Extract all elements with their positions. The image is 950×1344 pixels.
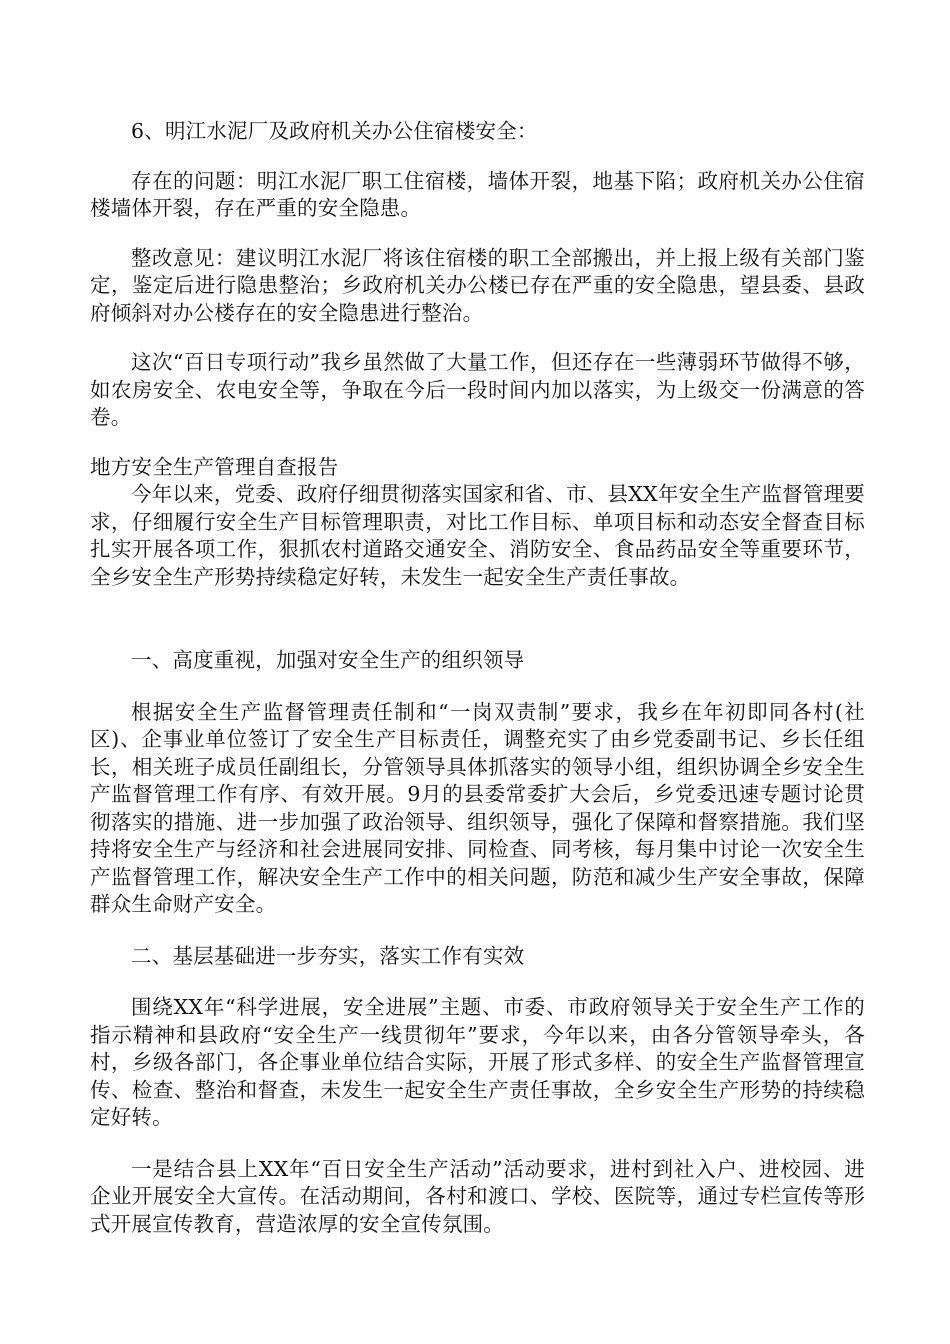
rectification-paragraph: 整改意见：建议明江水泥厂将该住宿楼的职工全部搬出，并上报上级有关部门鉴定，鉴定后进行隐患整治；乡政府机关办公楼已存在严重的安全隐患，望县委、县政府倾斜对办公楼存在的安全隐患进行整治。 [90,245,865,325]
paragraph-three: 一是结合县上XX年“百日安全生产活动”活动要求，进村到社入户、进校园、进企业开展安全大宣传。在活动期间，各村和渡口、学校、医院等，通过专栏宣传等形式开展宣传教育，营造浓厚的安全宣传氛围。 [90,1156,865,1236]
problem-paragraph: 存在的问题：明江水泥厂职工住宿楼，墙体开裂，地基下陷；政府机关办公住宿楼墙体开裂，存在严重的安全隐患。 [90,168,865,220]
intro-paragraph: 今年以来，党委、政府仔细贯彻落实国家和省、市、县XX年安全生产监督管理要求，仔细履行安全生产目标管理职责，对比工作目标、单项目标和动态安全督查目标扎实开展各项工作，狠抓农村道路交通安全、消防安全、食品药品安全等重要环节，全乡安全生产形势持续稳定好转，未发生一起安全生产责任事故。 [90,482,865,589]
section6-title: 6、明江水泥厂及政府机关办公住宿楼安全： [131,119,538,143]
summary-paragraph: 这次“百日专项行动”我乡虽然做了大量工作，但还存在一些薄弱环节做得不够，如农房安全、农电安全等，争取在今后一段时间内加以落实，为上级交一份满意的答卷。 [90,350,865,429]
heading-two: 二、基层基础进一步夯实，落实工作有实效 [131,943,525,968]
document-page [90,118,865,1238]
report-title: 地方安全生产管理自查报告 [90,454,339,479]
heading-one: 一、高度重视，加强对安全生产的组织领导 [131,648,525,672]
paragraph-one: 根据安全生产监督管理责任制和“一岗双责制”要求，我乡在年初即同各村(社区)、企事业单位签订了安全生产目标责任，调整充实了由乡党委副书记、乡长任组长，相关班子成员任副组长，分管领导具体抓落实的领导小组，组织协调全乡安全生产监督管理工作有序、有效开展。9月的县委常委扩大会后，乡党委迅速专题讨论贯彻落实的措施、进一步加强了政治领导、组织领导，强化了保障和督察措施。我们坚持将安全生产与经济和社会进展同安排、同检查、同考核，每月集中讨论一次安全生产监督管理工作，解决安全生产工作中的相关问题，防范和减少生产安全事故，保障群众生命财产安全。 [90,699,865,916]
paragraph-two: 围绕XX年“科学进展，安全进展”主题、市委、市政府领导关于安全生产工作的指示精神和县政府“安全生产一线贯彻年”要求，今年以来，由各分管领导牵头，各村，乡级各部门，各企事业单位结合实际，开展了形式多样、的安全生产监督管理宣传、检查、整治和督查，未发生一起安全生产责任事故，全乡安全生产形势的持续稳定好转。 [90,995,865,1129]
